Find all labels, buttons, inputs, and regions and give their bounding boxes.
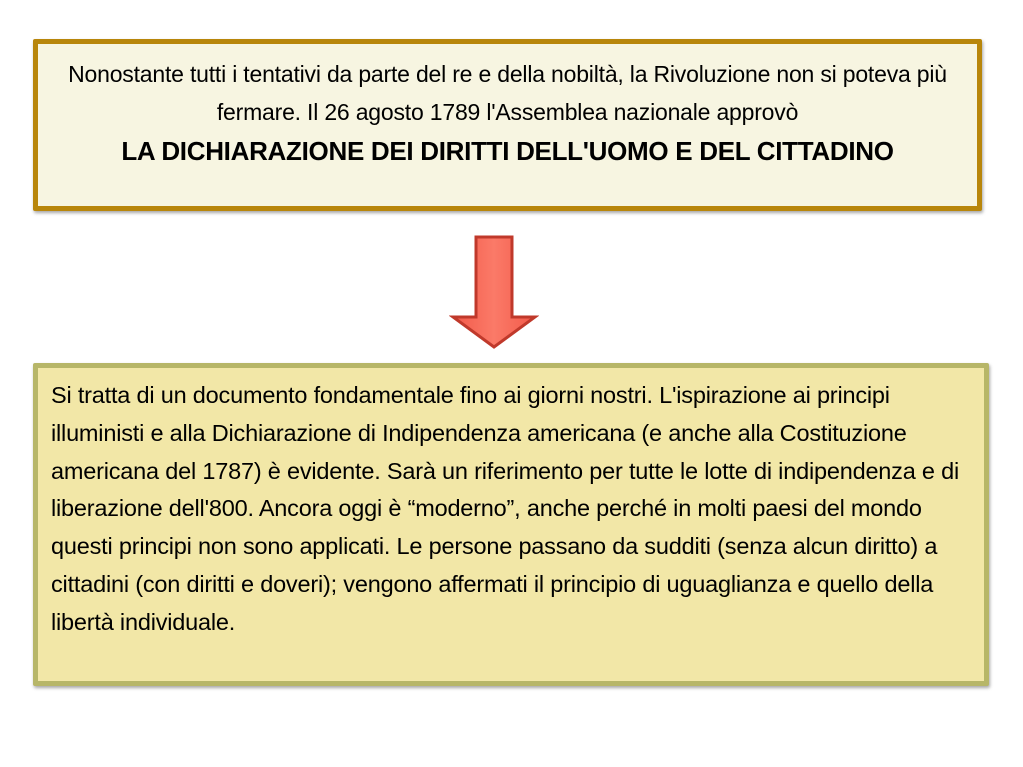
description-text: Si tratta di un documento fondamentale fino ai giorni nostri. L'ispirazione ai principi illuministi e alla Dichiarazione di Indipendenza americana (e anche alla Costituzione americana del 1787) è evidente. Sarà un riferimento per tutte le lotte di indipendenza e di liberazione dell'800. Ancora oggi è “moderno”, anche perché in molti paesi del mondo questi principi non sono applicati. Le persone passano da sudditi (senza alcun diritto) a cittadini (con diritti e doveri); vengono affermati il principio di uguaglianza e quello della libertà individuale.	[51, 382, 960, 635]
down-arrow-icon	[449, 235, 539, 350]
header-box	[33, 39, 982, 211]
header-intro-text: Nonostante tutti i tentativi da parte del re e della nobiltà, la Rivoluzione non si poteva più fermare. Il 26 agosto 1789 l'Assemblea nazionale approvò	[68, 61, 947, 125]
description-box	[33, 363, 989, 686]
declaration-title: LA DICHIARAZIONE DEI DIRITTI DELL'UOMO E DEL CITTADINO	[121, 136, 894, 166]
